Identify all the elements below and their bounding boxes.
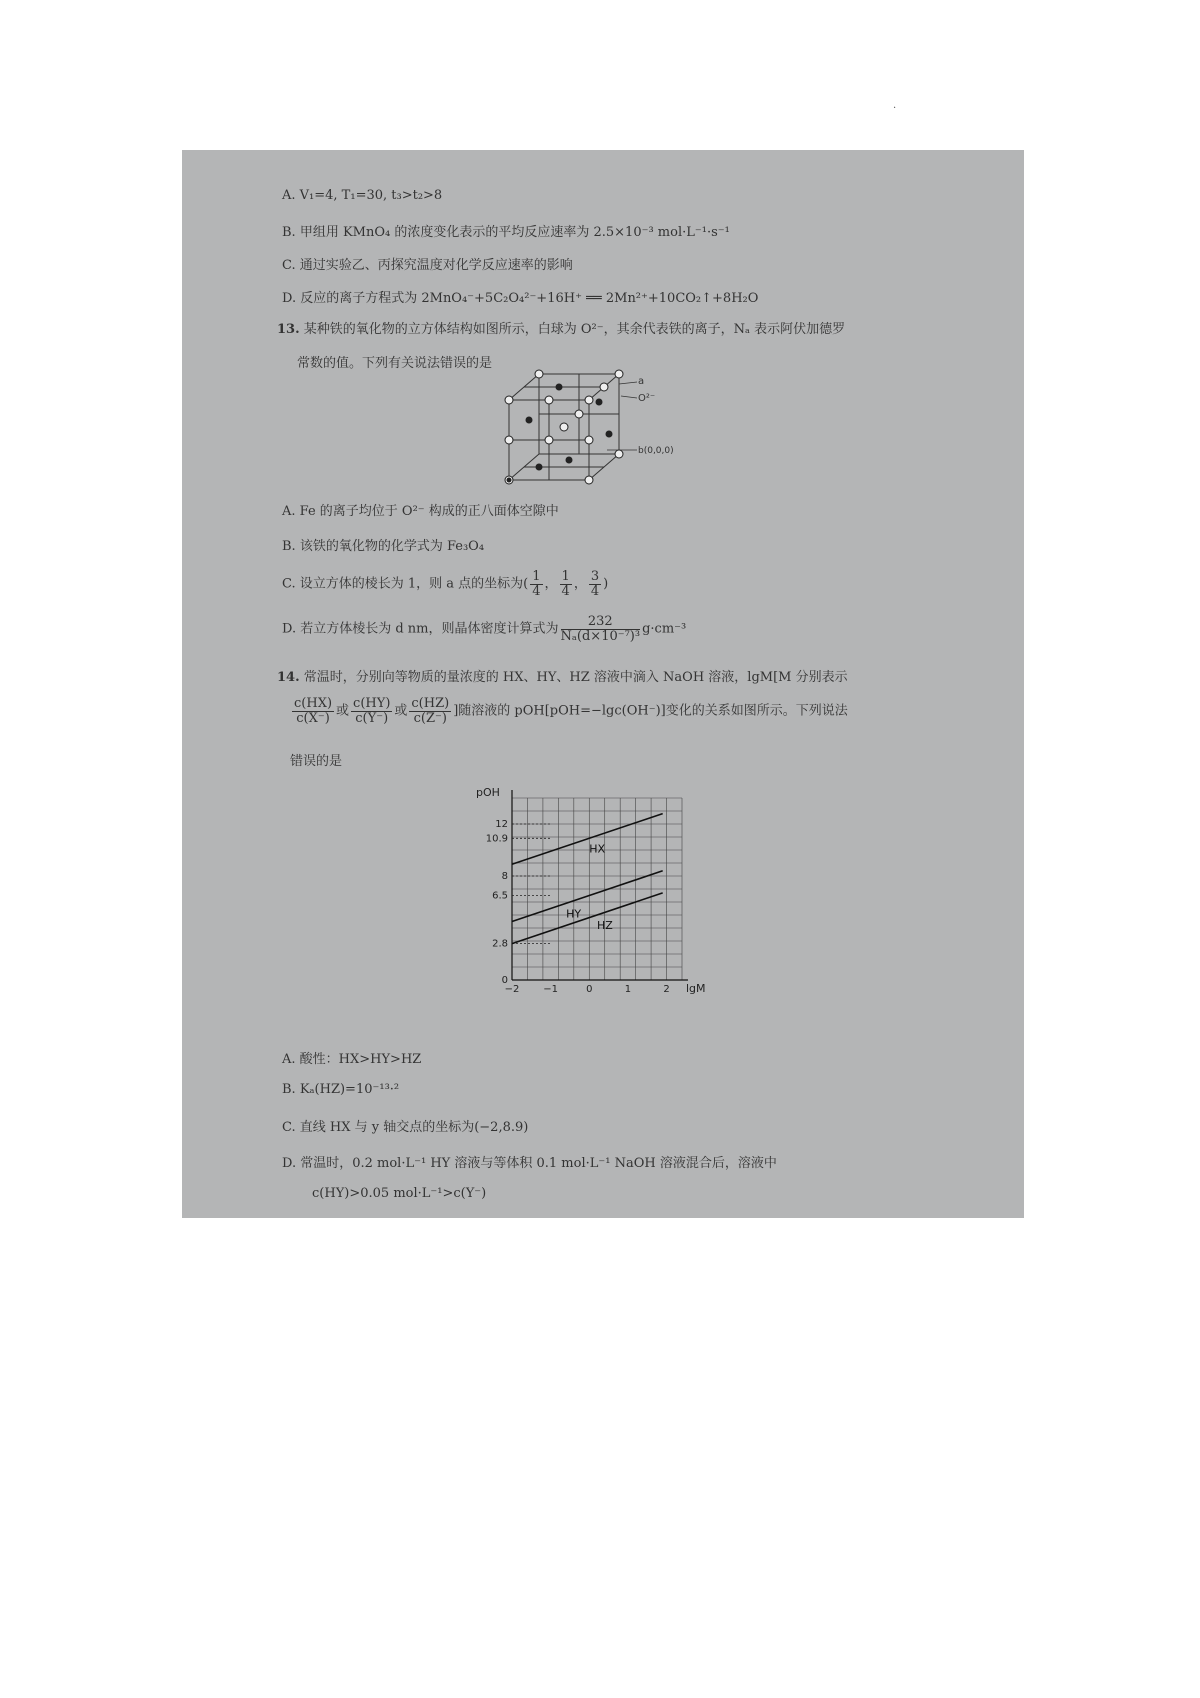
q14-option-c: C. 直线 HX 与 y 轴交点的坐标为(−2,8.9): [282, 1120, 529, 1135]
coord-y-den: 4: [561, 583, 570, 599]
label-a: a: [638, 376, 645, 387]
q13-option-d: [282, 615, 686, 643]
q12-option-d: D. 反应的离子方程式为 2MnO₄⁻+5C₂O₄²⁻+16H⁺ ══ 2Mn²⁺+10CO₂↑+8H₂O: [282, 291, 759, 306]
series-label-hx: HX: [589, 842, 606, 856]
or-1: 或: [336, 703, 350, 719]
crystal-cube-figure: [507, 372, 674, 482]
q13-number: 13.: [277, 322, 300, 337]
coord-x-fraction: [530, 570, 542, 598]
q12-option-c: C. 通过实验乙、丙探究温度对化学反应速率的影响: [282, 258, 573, 273]
y-axis-label: pOH: [476, 786, 500, 799]
coord-y-fraction: [560, 570, 572, 598]
q13-stem-line2: 常数的值。下列有关说法错误的是: [297, 356, 493, 371]
chart-grid: [512, 790, 688, 980]
coord-z-den: 4: [590, 583, 600, 599]
series-line-hz: [512, 893, 663, 944]
or-2: 或: [394, 703, 408, 719]
density-unit: g·cm⁻³: [642, 621, 687, 637]
coord-z-fraction: [589, 570, 601, 598]
y-tick-label: 6.5: [492, 890, 508, 902]
q14-stem-line2: [290, 697, 848, 725]
x-axis-label: lgM: [686, 982, 706, 995]
exam-page-photo: [182, 150, 1024, 1218]
q13-c-text: C. 设立方体的棱长为 1，则 a 点的坐标为(: [282, 576, 529, 592]
q14-option-a: A. 酸性：HX>HY>HZ: [282, 1052, 422, 1067]
m-hx-den: c(X⁻): [296, 710, 330, 726]
x-tick-label: −1: [543, 984, 559, 995]
m-hx-fraction: [292, 697, 334, 725]
q13-stem-text1: 某种铁的氧化物的立方体结构如图所示，白球为 O²⁻，其余代表铁的离子，Nₐ 表示阿伏加德罗: [303, 322, 846, 337]
density-fraction: [561, 615, 641, 643]
q12-option-b: B. 甲组用 KMnO₄ 的浓度变化表示的平均反应速率为 2.5×10⁻³ mol·L⁻¹·s⁻¹: [282, 225, 730, 240]
stray-dot: .: [893, 100, 897, 111]
q14-stem-line1: [277, 666, 848, 685]
q14-stem-tail: ]随溶液的 pOH[pOH=−lgc(OH⁻)]变化的关系如图所示。下列说法: [453, 703, 848, 719]
q13-option-a: A. Fe 的离子均位于 O²⁻ 构成的正八面体空隙中: [282, 504, 559, 519]
m-hx-num: c(HX): [294, 696, 333, 711]
y-tick-label: 2.8: [492, 938, 508, 950]
y-tick-label: 0: [501, 975, 508, 986]
m-hz-num: c(HZ): [411, 696, 450, 711]
q13-option-c: [282, 570, 608, 598]
coord-x-den: 4: [532, 583, 541, 599]
q14-stem-line3: 错误的是: [290, 754, 343, 769]
q14-stem-text1: 常温时，分别向等物质的量浓度的 HX、HY、HZ 溶液中滴入 NaOH 溶液，lgM[M 分别表示: [303, 670, 848, 685]
m-hy-den: c(Y⁻): [355, 710, 389, 726]
y-tick-label: 8: [501, 871, 508, 882]
density-den: Nₐ(d×10⁻⁷)³: [560, 628, 641, 644]
coord-z-num: 3: [590, 569, 600, 584]
x-tick-label: 2: [663, 984, 670, 995]
poh-lgm-chart: [472, 784, 706, 1004]
x-tick-label: −2: [504, 984, 520, 995]
coord-sep-1: ，: [544, 576, 558, 592]
q13-option-b: B. 该铁的氧化物的化学式为 Fe₃O₄: [282, 539, 485, 554]
m-hz-den: c(Z⁻): [413, 710, 447, 726]
chart-labels: [476, 786, 706, 995]
m-hy-num: c(HY): [353, 696, 391, 711]
m-hz-fraction: [409, 697, 451, 725]
x-tick-label: 1: [624, 984, 632, 995]
y-tick-label: 12: [495, 819, 508, 830]
coord-sep-2: ，: [573, 576, 587, 592]
chart-lines: [512, 814, 663, 944]
series-line-hy: [512, 871, 663, 922]
series-label-hy: HY: [566, 907, 582, 921]
q13-d-text: D. 若立方体棱长为 d nm，则晶体密度计算式为: [282, 621, 559, 637]
q14-option-d-line2: c(HY)>0.05 mol·L⁻¹>c(Y⁻): [312, 1186, 487, 1201]
m-hy-fraction: [351, 697, 392, 725]
coord-close: ): [603, 576, 609, 592]
q14-option-b: B. Kₐ(HZ)=10⁻¹³·²: [282, 1082, 400, 1097]
x-tick-label: 0: [586, 984, 593, 995]
q12-option-a: A. V₁=4, T₁=30, t₃>t₂>8: [282, 188, 443, 203]
label-b: b(0,0,0): [638, 446, 674, 456]
y-tick-label: 10.9: [485, 833, 508, 845]
q14-number: 14.: [277, 670, 300, 685]
series-label-hz: HZ: [597, 919, 613, 932]
label-o2: O²⁻: [638, 393, 656, 404]
coord-y-num: 1: [561, 569, 570, 584]
q13-stem-line1: [277, 318, 845, 337]
coord-x-num: 1: [532, 569, 541, 584]
series-line-hx: [512, 814, 663, 865]
q14-option-d-line1: D. 常温时，0.2 mol·L⁻¹ HY 溶液与等体积 0.1 mol·L⁻¹ NaOH 溶液混合后，溶液中: [282, 1156, 777, 1171]
density-num: 232: [561, 615, 641, 630]
